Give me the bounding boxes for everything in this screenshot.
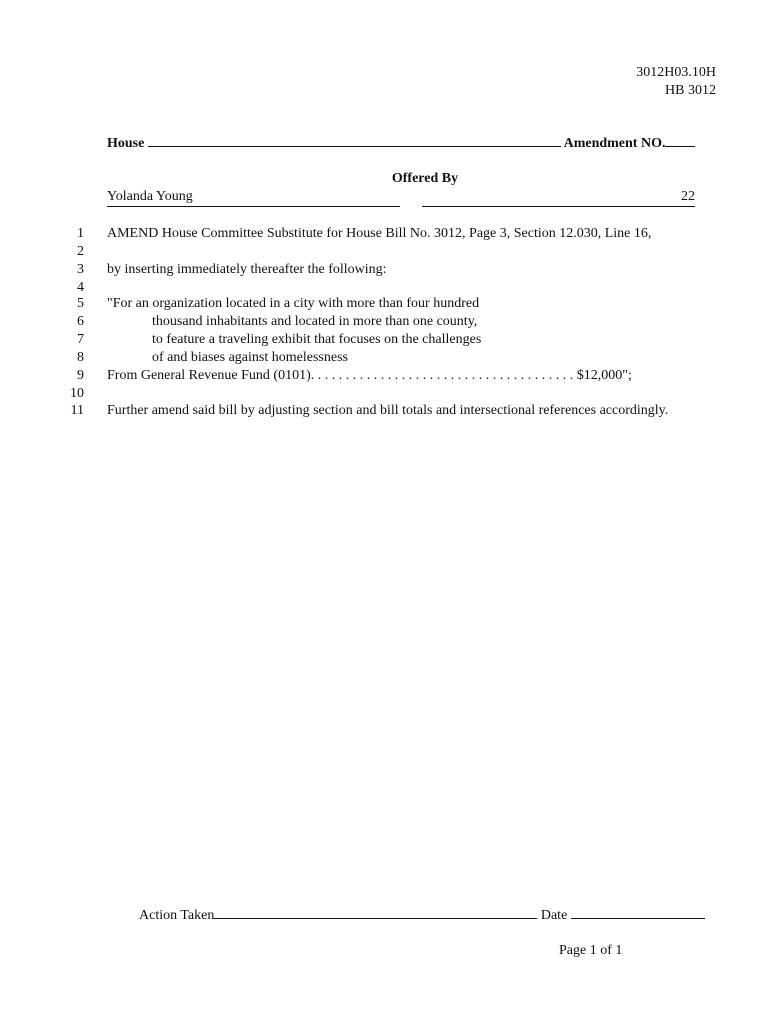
action-taken-line	[139, 906, 705, 925]
line-number: 6	[77, 314, 84, 329]
line-number: 1	[77, 226, 84, 241]
line-text: "For an organization located in a city with more than four hundred	[107, 296, 480, 311]
line-text: Further amend said bill by adjusting section and bill totals and intersectional references accordingly.	[107, 403, 669, 418]
date-blank[interactable]	[571, 906, 705, 919]
sponsor-name: Yolanda Young	[107, 188, 400, 207]
sponsor-district: 22	[422, 188, 695, 207]
line-text: to feature a traveling exhibit that focuses on the challenges	[152, 332, 482, 347]
amendment-number-label: Amendment NO.	[563, 136, 666, 151]
line-number: 3	[77, 262, 84, 277]
house-blank-line	[148, 134, 561, 147]
page-number: Page 1 of 1	[559, 943, 623, 958]
house-amendment-line	[107, 134, 711, 153]
line-text: From General Revenue Fund (0101). . . . . . . . . . . . . . . . . . . . . . . . . . . . . . . . . . . . . . $12,000";	[107, 368, 632, 383]
line-text: of and biases against homelessness	[152, 350, 348, 365]
offered-by-heading: Offered By	[391, 171, 459, 186]
line-text: thousand inhabitants and located in more than one county,	[152, 314, 478, 329]
line-number: 2	[77, 244, 84, 259]
bill-number: HB 3012	[665, 83, 716, 98]
line-number: 4	[77, 280, 84, 295]
line-number: 10	[70, 386, 84, 401]
date-label: Date	[540, 908, 568, 923]
action-taken-blank[interactable]	[214, 906, 537, 919]
line-number: 11	[70, 403, 84, 418]
line-number: 9	[77, 368, 84, 383]
amendment-number-blank	[665, 134, 695, 147]
document-id: 3012H03.10H	[636, 65, 716, 80]
line-text: by inserting immediately thereafter the following:	[107, 262, 387, 277]
action-taken-label: Action Taken	[139, 908, 215, 923]
line-number: 8	[77, 350, 84, 365]
line-number: 7	[77, 332, 84, 347]
document-header	[636, 64, 716, 100]
house-label: House	[107, 136, 145, 151]
line-text: AMEND House Committee Substitute for House Bill No. 3012, Page 3, Section 12.030, Line 16,	[107, 226, 652, 241]
line-number: 5	[77, 296, 84, 311]
